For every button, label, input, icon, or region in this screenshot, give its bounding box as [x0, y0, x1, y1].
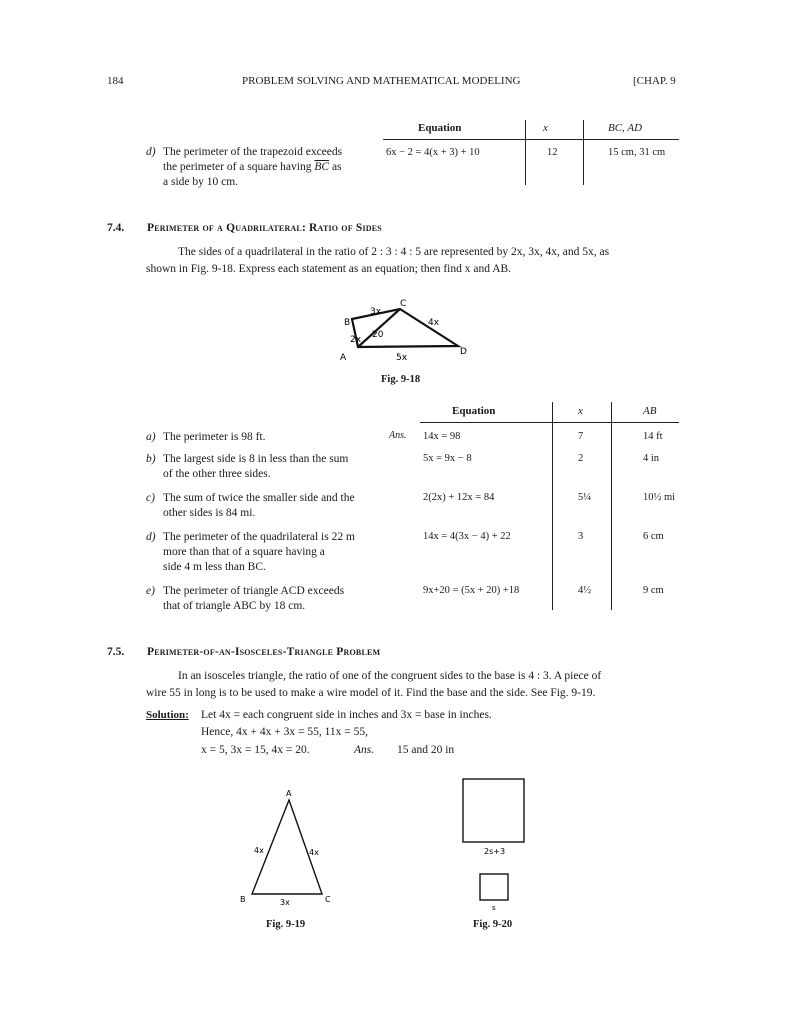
equation-cell: 9x+20 = (5x + 20) +18: [423, 585, 520, 596]
solution-line: x = 5, 3x = 15, 4x = 20.: [201, 744, 310, 756]
table-divider: [525, 120, 526, 185]
answer-cell: 10½ mi: [643, 492, 676, 503]
solution-line: Hence, 4x + 4x + 3x = 55, 11x = 55,: [201, 726, 369, 738]
section-number: 7.4.: [107, 222, 125, 234]
diagonal-label: 20: [372, 330, 384, 340]
x-cell: 2: [578, 453, 584, 464]
x-cell: 12: [547, 147, 558, 158]
table-divider: [552, 402, 553, 610]
side-2x: 2x: [350, 335, 362, 345]
table-divider: [583, 120, 584, 185]
item-label: b): [146, 453, 156, 465]
table-header-equation: Equation: [418, 122, 462, 134]
item-text: of the other three sides.: [163, 468, 271, 480]
section-number: 7.5.: [107, 646, 125, 658]
side-3x: 3x: [370, 307, 382, 317]
ans-label: Ans.: [354, 744, 375, 756]
quadrilateral: [352, 309, 458, 347]
side-right: 4x: [309, 848, 319, 857]
running-title: PROBLEM SOLVING AND MATHEMATICAL MODELING: [242, 75, 521, 87]
item-text: The sum of twice the smaller side and the: [163, 492, 355, 504]
table-header-x: x: [578, 405, 583, 417]
figure-caption: Fig. 9-18: [381, 374, 421, 385]
equation-cell: 6x − 2 = 4(x + 3) + 10: [386, 147, 480, 158]
problem-text: wire 55 in long is to be used to make a wire model of it. Find the base and the side. See Fig. 9-19.: [146, 687, 596, 699]
table-rule: [383, 139, 679, 140]
problem-text: In an isosceles triangle, the ratio of one of the congruent sides to the base is 4 : 3. A piece of: [178, 670, 602, 682]
item-text: The perimeter is 98 ft.: [163, 431, 266, 443]
answer-cell: 15 cm, 31 cm: [608, 147, 666, 158]
answer-cell: 6 cm: [643, 531, 664, 542]
item-text: more than that of a square having a: [163, 546, 325, 558]
equation-cell: 2(2x) + 12x = 84: [423, 492, 495, 503]
item-label: d): [146, 146, 156, 158]
large-square-side: 2s+3: [484, 847, 506, 856]
side-4x: 4x: [428, 318, 440, 328]
x-cell: 5¼: [578, 492, 592, 503]
equation-cell: 5x = 9x − 8: [423, 453, 472, 464]
item-label: e): [146, 585, 155, 597]
side-base: 3x: [280, 898, 290, 907]
side-left: 4x: [254, 846, 264, 855]
x-cell: 3: [578, 531, 584, 542]
figure-9-20: [455, 772, 535, 912]
answer-cell: 14 ft: [643, 431, 663, 442]
answer-cell: 9 cm: [643, 585, 664, 596]
table-divider: [611, 402, 612, 610]
vertex-c: C: [400, 299, 407, 309]
answer-value: 15 and 20 in: [397, 744, 455, 756]
table-header-equation: Equation: [452, 405, 496, 417]
vertex-b: B: [240, 895, 246, 904]
item-text: as: [329, 161, 342, 173]
figure-caption: Fig. 9-20: [473, 919, 513, 930]
table-header-answer: AB: [643, 405, 657, 417]
item-text: The perimeter of triangle ACD exceeds: [163, 585, 345, 597]
section-title: Perimeter-of-an-Isosceles-Triangle Problem: [147, 646, 381, 658]
table-header-x: x: [543, 122, 548, 134]
chapter-label: [CHAP. 9: [633, 75, 676, 87]
item-text: a side by 10 cm.: [163, 176, 239, 188]
item-text: that of triangle ABC by 18 cm.: [163, 600, 306, 612]
x-cell: 7: [578, 431, 584, 442]
item-text: The largest side is 8 in less than the sum: [163, 453, 349, 465]
item-text: The perimeter of the trapezoid exceeds: [163, 146, 343, 158]
answer-cell: 4 in: [643, 453, 660, 464]
segment-bc: $\overline{BC}$: [314, 161, 330, 173]
vertex-a: A: [286, 789, 292, 798]
ans-label: Ans.: [389, 430, 407, 441]
item-text: the perimeter of a square having: [163, 161, 315, 173]
figure-9-19: [232, 782, 342, 912]
table-rule: [420, 422, 679, 423]
section-title: Perimeter of a Quadrilateral: Ratio of Sides: [147, 222, 382, 234]
item-text-line: [163, 160, 342, 175]
problem-text: The sides of a quadrilateral in the ratio of 2 : 3 : 4 : 5 are represented by 2x, 3x, 4x, and 5x, as: [178, 246, 610, 258]
small-square: [480, 874, 508, 900]
small-square-side: s: [492, 904, 496, 912]
solution-label: Solution:: [146, 709, 189, 721]
vertex-c: C: [325, 895, 331, 904]
vertex-b: B: [344, 318, 351, 328]
item-text: other sides is 84 mi.: [163, 507, 256, 519]
item-text: side 4 m less than BC.: [163, 561, 266, 573]
vertex-a: A: [340, 353, 347, 363]
problem-text: shown in Fig. 9-18. Express each statement as an equation; then find x and AB.: [146, 263, 512, 275]
figure-caption: Fig. 9-19: [266, 919, 306, 930]
equation-cell: 14x = 4(3x − 4) + 22: [423, 531, 511, 542]
item-label: a): [146, 431, 156, 443]
item-label: c): [146, 492, 155, 504]
equation-cell: 14x = 98: [423, 431, 461, 442]
vertex-d: D: [460, 347, 467, 357]
solution-line: Let 4x = each congruent side in inches and 3x = base in inches.: [201, 709, 492, 721]
large-square: [463, 779, 524, 842]
table-header-answer: BC, AD: [608, 122, 643, 134]
side-5x: 5x: [396, 353, 408, 363]
item-label: d): [146, 531, 156, 543]
figure-9-18: [330, 292, 480, 372]
page-number: 184: [107, 75, 124, 87]
item-text: The perimeter of the quadrilateral is 22 m: [163, 531, 355, 543]
x-cell: 4½: [578, 585, 592, 596]
